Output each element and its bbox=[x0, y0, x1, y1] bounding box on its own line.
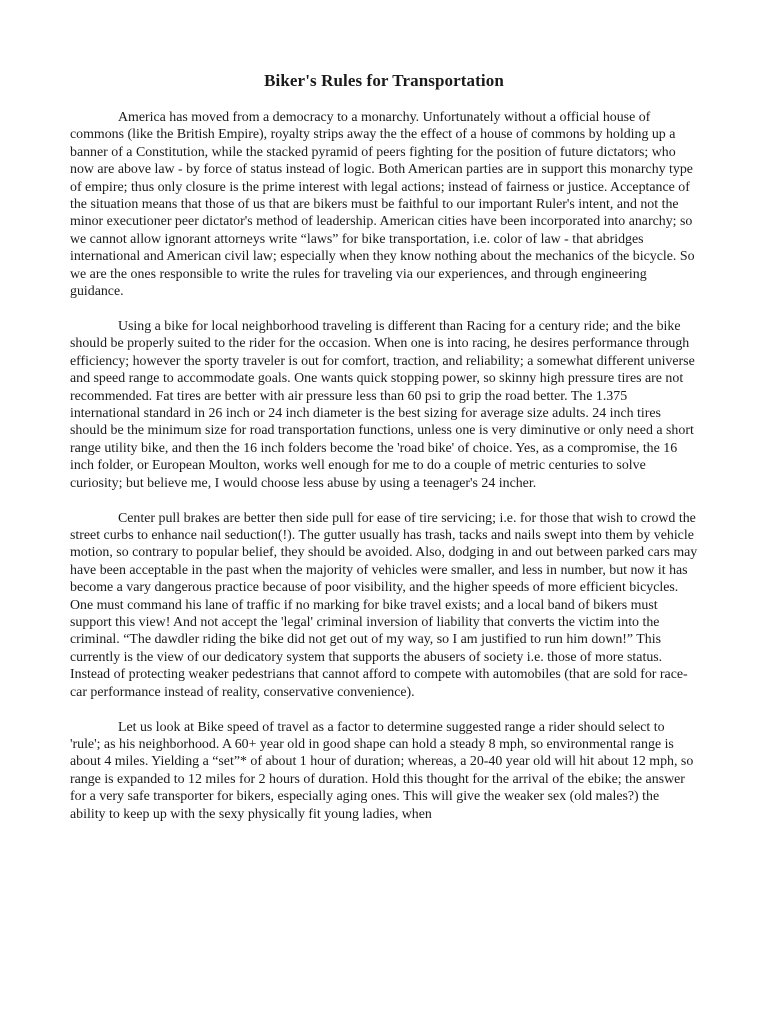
paragraph-brakes-traffic: Center pull brakes are better then side pull for ease of tire servicing; i.e. for those that wish to crowd the street curbs to enhance nail seduction(!). The gutter usually has trash, tacks and nails swept into them by vehicle motion, so contrary to popular belief, they should be avoided. Also, dodging in and out between parked cars may have been acceptable in the past when the majority of vehicles were smaller, and less in number, but now it has become a vary dangerous practice because of poor visibility, and the higher speeds of more efficient bicycles. One must command his lane of traffic if no marking for bike travel exists; and a local band of bikers must support this view! And not accept the 'legal' criminal inversion of liability that converts the victim into the criminal. “The dawdler riding the bike did not get out of my way, so I am justified to run him down!” This currently is the view of our dedicatory system that supports the abusers of society i.e. those of more status. Instead of protecting weaker pedestrians that cannot afford to compete with automobiles (that are sold for race-car performance instead of reality, conservative convenience). bbox=[70, 510, 698, 700]
paragraph-democracy-monarchy: America has moved from a democracy to a monarchy. Unfortunately without a official house of commons (like the British Empire), royalty strips away the the effect of a house of commons by holding up a banner of a Constitution, while the stacked pyramid of peers fighting for the position of future dictators; who now are above law - by force of status instead of logic. Both American parties are in support this monarchy type of empire; thus only closure is the prime interest with legal actions; instead of fairness or justice. Acceptance of the situation means that those of us that are bikers must be faithful to our important Ruler's intent, and not the minor executioner peer dictator's method of leadership. American cities have been incorporated into anarchy; so we cannot allow ignorant attorneys write “laws” for bike transportation, i.e. color of law - that abridges international and American civil law; especially when they know nothing about the mechanics of the bicycle. So we are the ones responsible to write the rules for traveling via our experiences, and through engineering guidance. bbox=[70, 110, 695, 300]
document-page bbox=[70, 71, 698, 840]
document-title: Biker's Rules for Transportation bbox=[264, 71, 504, 90]
paragraph-bike-sizing: Using a bike for local neighborhood traveling is different than Racing for a century ride; and the bike should be properly suited to the rider for the occasion. When one is into racing, he desires performance through efficiency; however the sporty traveler is out for comfort, traction, and reliability; a somewhat different universe and speed range to accommodate goals. One wants quick stopping power, so skinny high pressure tires are not recommended. Fat tires are better with air pressure less than 60 psi to grip the road better. The 1.375 international standard in 26 inch or 24 inch diameter is the best sizing for average size adults. 24 inch tires should be the minimum size for road transportation functions, unless one is very diminutive or only need a short range utility bike, and then the 16 inch folders become the 'road bike' of choice. Yes, as a compromise, the 16 inch folder, or European Moulton, works well enough for me to do a couple of metric centuries to solve curiosity; but believe me, I would choose less abuse by using a teenager's 24 incher. bbox=[70, 318, 695, 491]
paragraph-speed-range: Let us look at Bike speed of travel as a factor to determine suggested range a rider should select to 'rule'; as his neighborhood. A 60+ year old in good shape can hold a steady 8 mph, so environmental range is about 4 miles. Yielding a “set”* of about 1 hour of duration; whereas, a 20-40 year old will hit about 12 mph, so range is expanded to 12 miles for 2 hours of duration. Hold this thought for the arrival of the ebike; the answer for a very safe transporter for bikers, especially aging ones. This will give the weaker sex (old males?) the ability to keep up with the sexy physically fit young ladies, when bbox=[70, 719, 694, 822]
